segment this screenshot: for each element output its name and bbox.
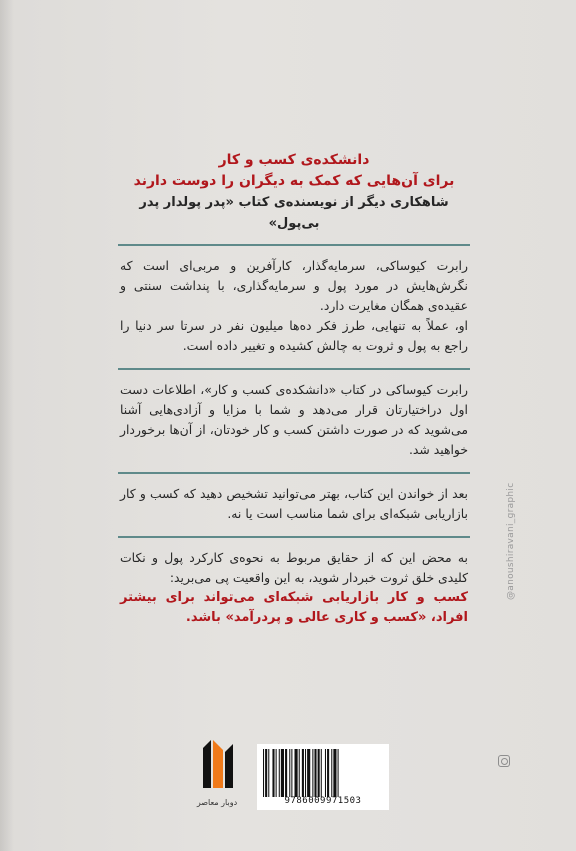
- paragraph-text: رابرت کیوساکی، سرمایه‌گذار، کارآفرین و مربی‌ای است که نگرش‌هایش در مورد پول و سرمایه‌گذاری، با پنداشت سنتی و عقیده‌ی همگان مغایرت دارد.: [120, 258, 468, 313]
- divider: [118, 368, 470, 370]
- highlight-text: کسب و کار بازاریابی شبکه‌ای می‌تواند برای بیشتر افراد، «کسب و کاری عالی و پردرآمد» باشد.: [120, 590, 468, 625]
- divider: [118, 244, 470, 246]
- book-title: دانشکده‌ی کسب و کار: [218, 152, 370, 168]
- isbn-barcode: [257, 744, 389, 810]
- publisher-logo-icon: [193, 738, 241, 792]
- publisher-name: دوبار معاصر: [196, 798, 238, 807]
- publisher-logo: [193, 738, 241, 808]
- paragraph-conclusion: [118, 542, 470, 636]
- back-cover-text: [118, 150, 470, 636]
- paragraph-text: او، عملاً به تنهایی، طرز فکر ده‌ها میلیون نفر در سرتا سر دنیا را راجع به پول و ثروت به چالش کشیده و تغییر داده است.: [120, 318, 468, 353]
- paragraph-text: رابرت کیوساکی در کتاب «دانشکده‌ی کسب و کار»، اطلاعات دست اول دراختیارتان قرار می‌دهد و شما با مزایا و آزادی‌هایی آشنا می‌شوید که در صورت داشتن کسب و کار خودتان، از آن‌ها برخوردار خواهید شد.: [120, 382, 468, 457]
- title-block: [118, 150, 470, 234]
- paragraph-after-reading: [118, 478, 470, 532]
- barcode-bars: [263, 749, 383, 797]
- divider: [118, 536, 470, 538]
- book-subtitle: برای آن‌هایی که کمک به دیگران را دوست دارند: [133, 173, 455, 189]
- paragraph-intro: [118, 250, 470, 364]
- isbn-number: 9786009971503: [284, 796, 362, 806]
- paragraph-text: بعد از خواندن این کتاب، بهتر می‌توانید تشخیص دهید که کسب و کار بازاریابی شبکه‌ای برای شما مناسب است یا نه.: [120, 486, 468, 521]
- author-tagline: شاهکاری دیگر از نویسنده‌ی کتاب «پدر پولدار پدر بی‌پول»: [139, 195, 449, 231]
- paragraph-book: [118, 374, 470, 468]
- divider: [118, 472, 470, 474]
- watermark-handle: @anoushiravani_graphic: [506, 482, 516, 600]
- instagram-icon: [498, 755, 510, 767]
- paragraph-text: به محض این که از حقایق مربوط به نحوه‌ی کارکرد پول و نکات کلیدی خلق ثروت خبردار شوید، به این واقعیت پی می‌برید:: [120, 550, 468, 585]
